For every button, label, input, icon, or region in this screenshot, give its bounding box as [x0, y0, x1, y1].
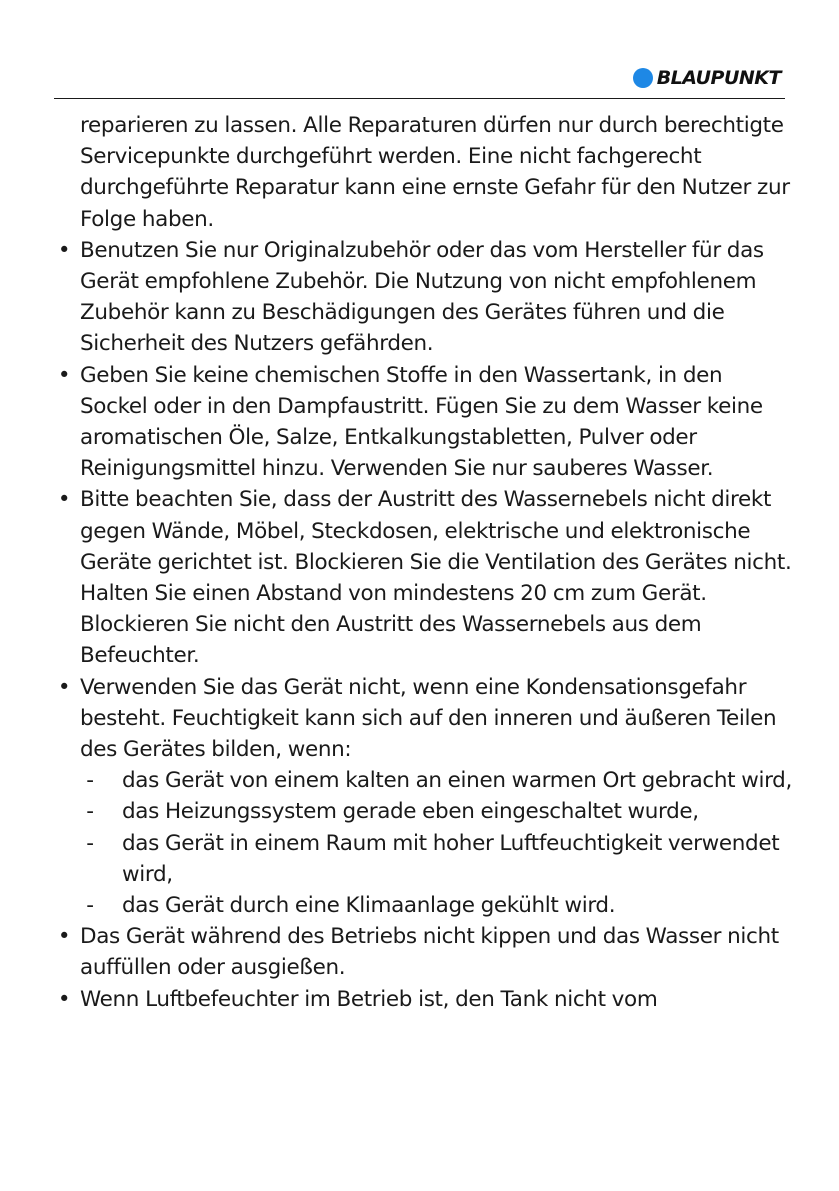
sub-list-item: [50, 796, 795, 827]
sub-list-item: [50, 828, 795, 890]
list-item-text: Das Gerät während des Betriebs nicht kippen und das Wasser nicht auffüllen oder ausgießen.: [80, 924, 779, 981]
list-item: [50, 360, 795, 485]
logo-dot-icon: [633, 68, 653, 88]
list-item-text: Verwenden Sie das Gerät nicht, wenn eine Kondensationsgefahr besteht. Feuchtigkeit kann sich auf den inneren und äußeren Teilen des Gerätes bilden, wenn:: [80, 674, 777, 763]
sub-list-item-text: das Heizungssystem gerade eben eingeschaltet wurde,: [122, 799, 699, 825]
bullet-icon: •: [57, 986, 71, 1012]
sub-list-item-text: das Gerät von einem kalten an einen warmen Ort gebracht wird,: [122, 768, 792, 794]
dash-icon: -: [86, 893, 94, 919]
document-body: [50, 110, 795, 1015]
dash-icon: -: [86, 799, 94, 825]
sub-list-item-text: das Gerät durch eine Klimaanlage gekühlt wird.: [122, 893, 616, 919]
continuation-text: reparieren zu lassen. Alle Reparaturen dürfen nur durch berechtigte Servicepunkte durchgeführt werden. Eine nicht fachgerecht durchgeführte Reparatur kann eine ernste Gefahr für den Nutzer zur Folge haben.: [80, 113, 790, 232]
list-item-text: Wenn Luftbefeuchter im Betrieb ist, den Tank nicht vom: [80, 986, 658, 1012]
bullet-icon: •: [57, 924, 71, 950]
list-item: [50, 984, 795, 1015]
list-item: [50, 921, 795, 983]
list-item: [50, 235, 795, 360]
bullet-icon: •: [57, 487, 71, 513]
sub-list-item-text: das Gerät in einem Raum mit hoher Luftfeuchtigkeit verwendet wird,: [122, 830, 780, 887]
list-item: [50, 672, 795, 766]
dash-icon: -: [86, 830, 94, 856]
bullet-icon: •: [57, 674, 71, 700]
bullet-icon: •: [57, 362, 71, 388]
page-header: [54, 60, 785, 99]
sub-list-item: [50, 765, 795, 796]
list-item: [50, 484, 795, 671]
list-item-text: Geben Sie keine chemischen Stoffe in den Wassertank, in den Sockel oder in den Dampfaustritt. Fügen Sie zu dem Wasser keine aromatischen Öle, Salze, Entkalkungstabletten, Pulver oder Reinigungsmittel hinzu. Verwenden Sie nur sauberes Wasser.: [80, 362, 763, 482]
bullet-icon: •: [57, 237, 71, 263]
list-item-text: Benutzen Sie nur Originalzubehör oder das vom Hersteller für das Gerät empfohlene Zubehör. Die Nutzung von nicht empfohlenem Zubehör kann zu Beschädigungen des Gerätes führen und die Sicherheit des Nutzers gefährden.: [80, 237, 764, 357]
sub-list-item: [50, 890, 795, 921]
list-item-text: Bitte beachten Sie, dass der Austritt des Wassernebels nicht direkt gegen Wände, Möbel, Steckdosen, elektrische und elektronische Geräte gerichtet ist. Blockieren Sie die Ventilation des Gerätes nicht. Halten Sie einen Abstand von mindestens 20 cm zum Gerät. Blockieren Sie nicht den Austritt des Wassernebels aus dem Befeuchter.: [80, 487, 792, 669]
dash-icon: -: [86, 768, 94, 794]
brand-name: BLAUPUNKT: [656, 66, 781, 89]
brand-logo: [633, 68, 781, 88]
